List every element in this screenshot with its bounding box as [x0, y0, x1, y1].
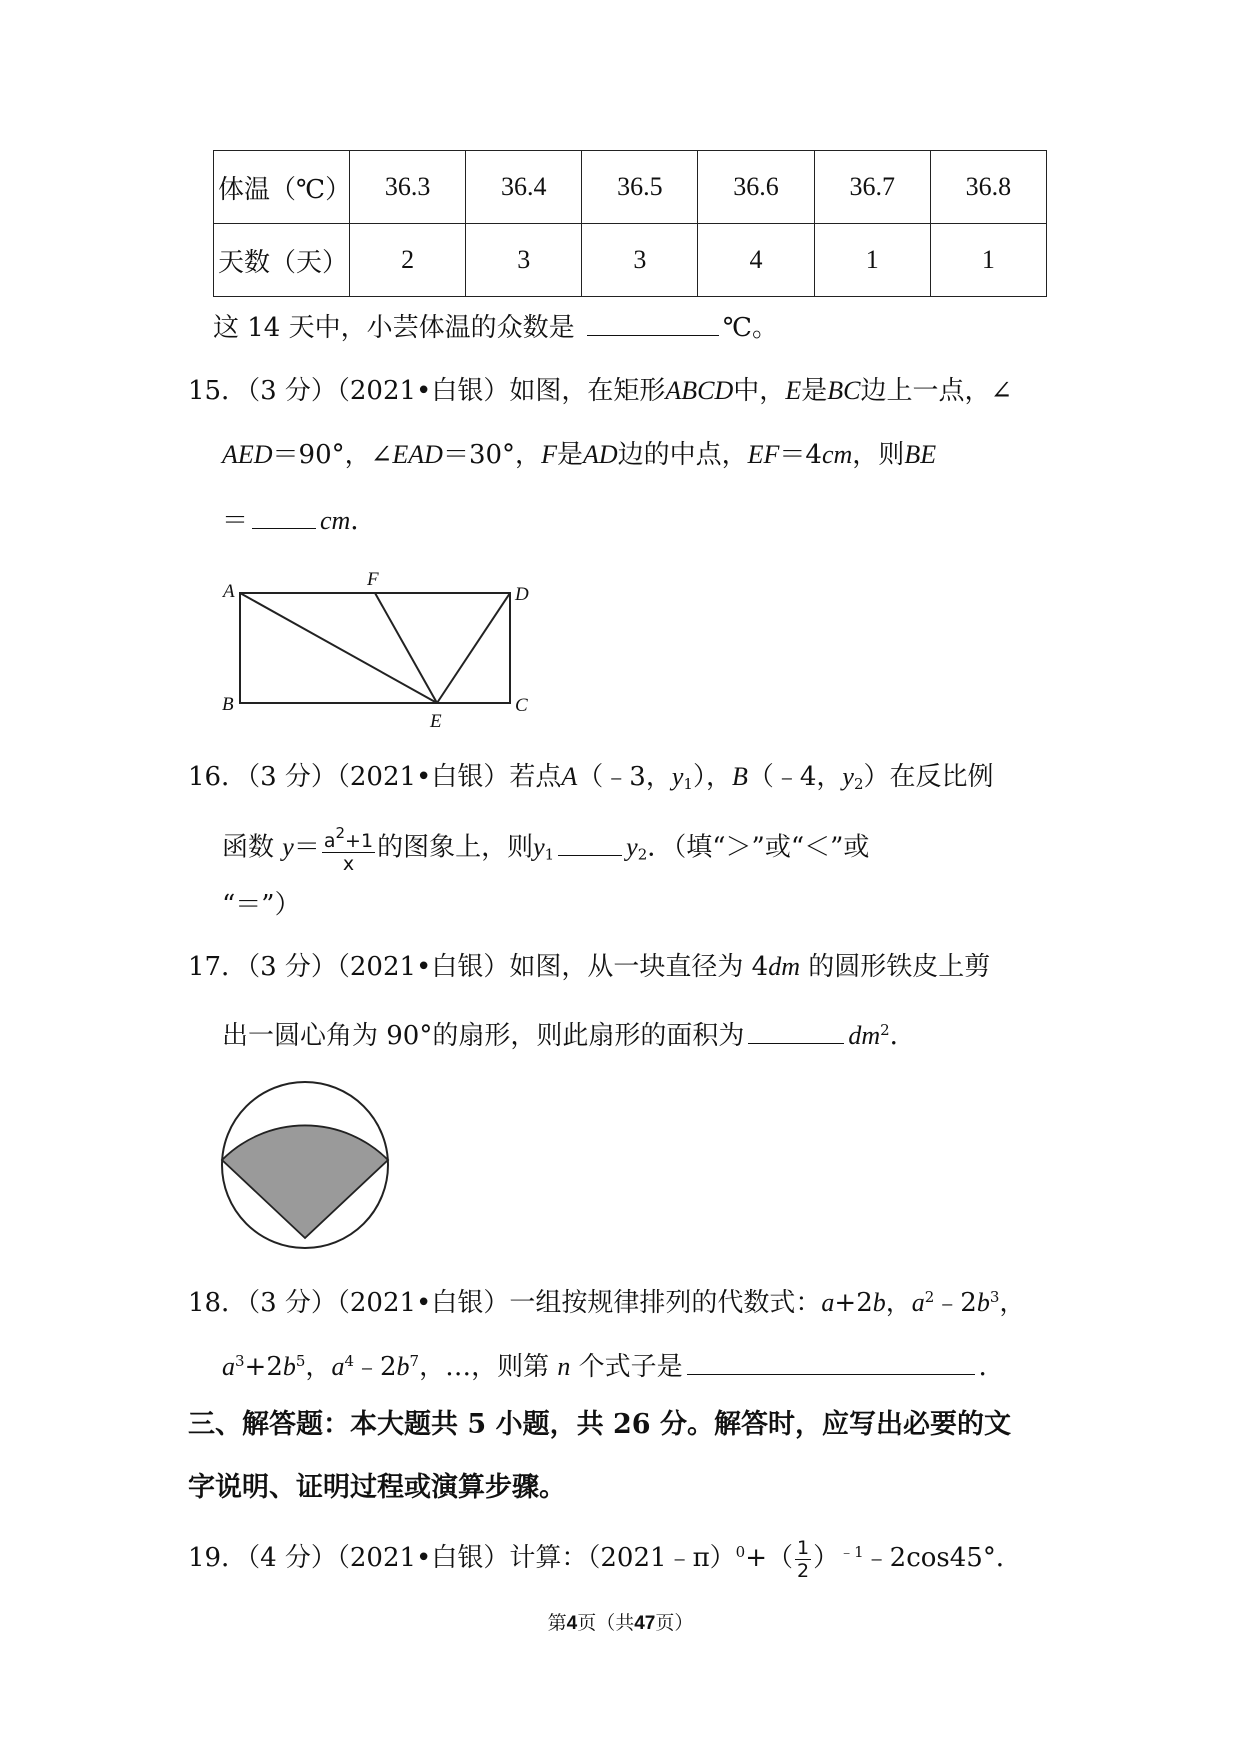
table-cell: 36.6	[698, 151, 814, 224]
table-cell: 36.7	[814, 151, 930, 224]
page-footer: 第4页（共47页）	[547, 1612, 694, 1634]
q16-line-2: 函数 y＝ $\frac{a^2+1}{x}$ 的图象上，则$y_1$ $y_2$．（填“＞”或“＜”或	[222, 824, 870, 875]
vertex-label-c: C	[515, 695, 528, 716]
q16-line-1: 16．（3 分）（2021•白银）若点A（﹣3，$y_1$），B（﹣4，$y_2$）在反比例	[188, 762, 994, 793]
table-cell: 1	[930, 224, 1046, 297]
table-row-label: 体温（℃）	[214, 151, 350, 224]
answer-blank[interactable]	[252, 502, 316, 529]
table-row	[214, 151, 1047, 224]
table-row-label: 天数（天）	[214, 224, 350, 297]
table-cell: 4	[698, 224, 814, 297]
section-heading: 三、解答题：本大题共 5 小题，共 26 分。解答时，应写出必要的文	[188, 1409, 1011, 1440]
q14-line: 这 14 天中，小芸体温的众数是 ℃。	[213, 309, 778, 345]
table-cell: 3	[582, 224, 698, 297]
q16-line-3: “＝”）	[222, 890, 301, 920]
answer-blank[interactable]	[587, 309, 719, 336]
table-cell: 36.8	[930, 151, 1046, 224]
q18-line-1: 18．（3 分）（2021•白银）一组按规律排列的代数式：a+2b，$a^2﹣2b^3$，	[188, 1288, 1026, 1318]
table-cell: 2	[350, 224, 466, 297]
table-cell: 1	[814, 224, 930, 297]
q19-line: 19．（4 分）（2021•白银）计算：（2021﹣π）$^0$+（ $\frac{1}{2}$ ）$^{﹣1}$﹣2cos45°．	[188, 1536, 1022, 1582]
answer-blank[interactable]	[558, 829, 622, 856]
table-row	[214, 224, 1047, 297]
vertex-label-d: D	[515, 584, 529, 605]
vertex-label-b: B	[222, 694, 234, 715]
q15-line-1: 15．（3 分）（2021•白银）如图，在矩形ABCD中，E是BC边上一点，∠	[188, 376, 1013, 406]
table-cell: 36.5	[582, 151, 698, 224]
rectangle-figure	[215, 565, 535, 735]
q15-line-3: ＝ cm．	[222, 502, 376, 538]
q15-line-2: AED＝90°，∠EAD＝30°，F是AD边的中点，EF＝4cm，则BE	[222, 440, 937, 470]
section-heading-cont: 字说明、证明过程或演算步骤。	[188, 1472, 566, 1503]
table-cell: 36.3	[350, 151, 466, 224]
vertex-label-f: F	[367, 569, 379, 590]
vertex-label-e: E	[430, 711, 442, 732]
circle-sector-figure	[215, 1075, 395, 1255]
answer-blank[interactable]	[748, 1017, 844, 1044]
q17-line-1: 17．（3 分）（2021•白银）如图，从一块直径为 4dm 的圆形铁皮上剪	[188, 952, 991, 982]
table-cell: 36.4	[466, 151, 582, 224]
answer-blank[interactable]	[687, 1348, 975, 1375]
q17-line-2: 出一圆心角为 90°的扇形，则此扇形的面积为 $dm^2$．	[222, 1013, 916, 1053]
temperature-table	[213, 150, 1047, 297]
fraction: $\frac{a^2+1}{x}$	[323, 824, 374, 875]
q18-line-2: $a^3+2b^5$，$a^4﹣2b^7$，…，则第 n 个式子是 ．	[222, 1344, 1005, 1384]
vertex-label-a: A	[223, 581, 235, 602]
table-cell: 3	[466, 224, 582, 297]
fraction: $\frac{1}{2}$	[797, 1536, 810, 1582]
